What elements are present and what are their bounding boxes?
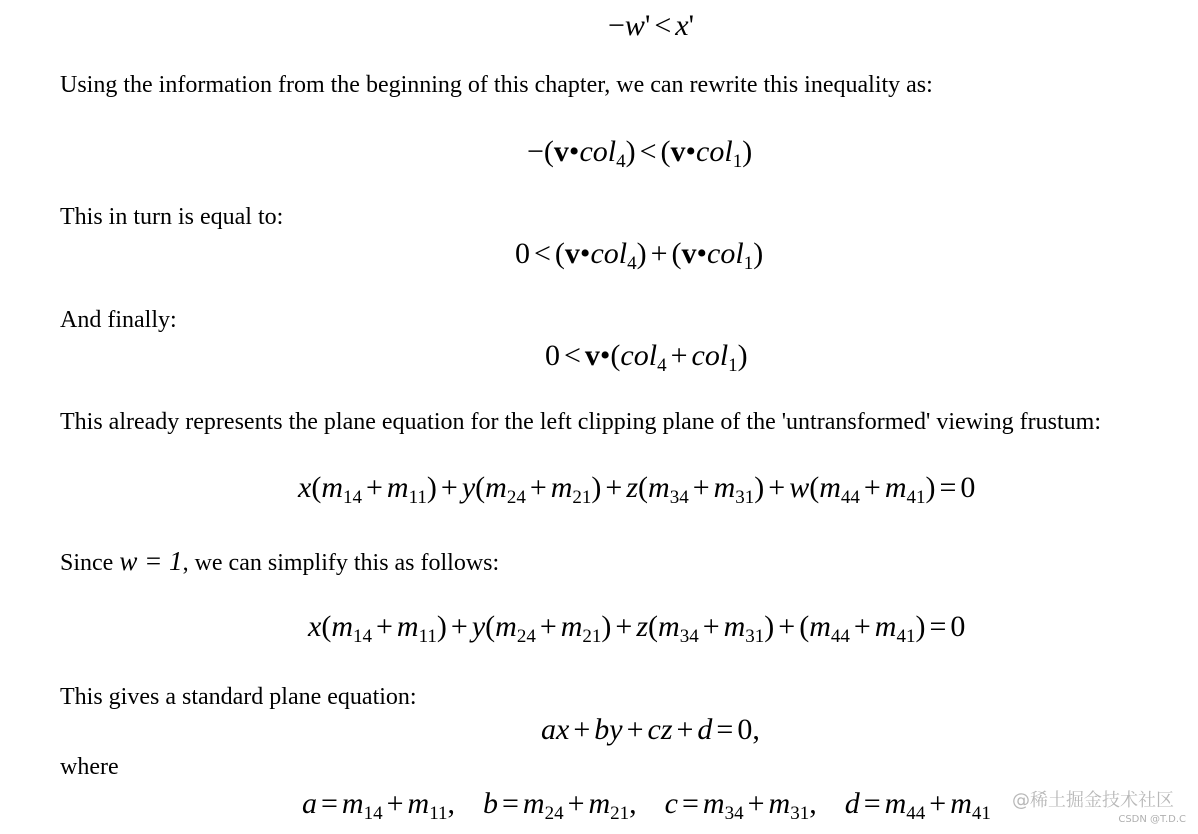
paragraph-plane-equation: This already represents the plane equation for the left clipping plane of the 'untransformed' viewing frustum: (60, 409, 1101, 435)
document-page: −w' < x' Using the information from the beginning of this chapter, we can rewrite this inequality as: −(v•col$_4$) < (v•col$_1$) This in turn is equal to: 0 < (v•col$_4$) + (v•col$_1$) And finally: 0 < v•(col$_4$ + col$_1$) This already represents the plane equation for the left clipping plane of the 'untransformed' viewing frustum: $x(m_{14} + m_{11}) + y(m_{24} + m_{21}) + z(m_{34} + m_{31}) + w(m_{44} + m_{41}) = 0$ Since w = 1, we can simplify this as follows: $x(m_{14} + m_{11}) + y(m_{24} + m_{21}) + z(m_{34} + m_{31}) + (m_{44} + m_{41}) = 0$ This gives a standard plane equation: ax + by + cz + d = 0, where $a = m_{14} + m_{11}$, $b = m_{24} + m_{21}$, $c = m_{34} + m_{31}$, $d = m_{44} + m_{41}$ @稀土掘金技术社区 CSDN @T.D.C (60, 9, 1186, 825)
paragraph-standard-plane: This gives a standard plane equation: (60, 684, 417, 710)
paragraph-rewrite: Using the information from the beginning of this chapter, we can rewrite this inequality as: (60, 72, 933, 98)
since-text-after: , we can simplify this as follows: (182, 550, 500, 576)
inline-math-w: w = 1 (119, 546, 183, 576)
watermark-juejin: @稀土掘金技术社区 (1012, 790, 1174, 811)
paragraph-equal-to: This in turn is equal to: (60, 204, 284, 230)
since-text: Since (60, 550, 120, 576)
paragraph-since-w (60, 546, 499, 578)
paragraph-finally: And finally: (60, 307, 177, 333)
paragraph-where: where (60, 754, 119, 780)
watermark-csdn: CSDN @T.D.C (1118, 814, 1186, 825)
